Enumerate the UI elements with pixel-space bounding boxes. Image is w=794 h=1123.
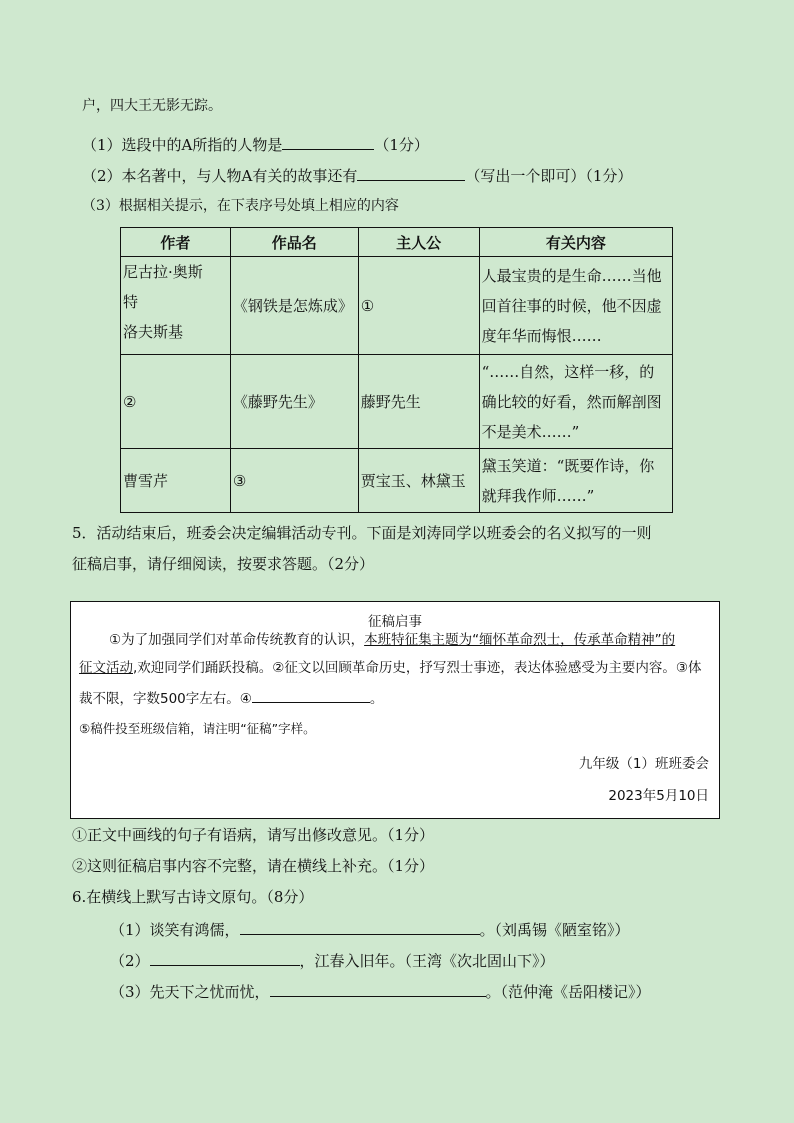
content-line: 黛玉笑道：“既要作诗，你 bbox=[481, 456, 655, 475]
answer-blank-4-1[interactable] bbox=[282, 133, 374, 150]
content-line: “……自然，这样一移，的 bbox=[481, 362, 655, 381]
content-line: 不是美术……” bbox=[481, 422, 580, 441]
content-line: 度年华而悔恨…… bbox=[481, 326, 602, 345]
poem-answer-blank-2[interactable] bbox=[150, 949, 300, 966]
content-line: 回首往事的时候，他不因虚 bbox=[481, 296, 662, 315]
question-5-sub-1: ①正文中画线的句子有语病，请写出修改意见。（1分） bbox=[72, 826, 435, 844]
notice-line-2 bbox=[79, 656, 702, 676]
question-4-2-text: （2）本名著中，与人物A有关的故事还有 bbox=[82, 167, 358, 185]
header-hero: 主人公 bbox=[358, 228, 479, 257]
question-6-item-2 bbox=[110, 949, 555, 971]
question-4-1-score: （1分） bbox=[374, 136, 429, 154]
table-row bbox=[121, 257, 673, 355]
notice-date: 2023年5月10日 bbox=[608, 788, 709, 804]
cell-work-blank-3[interactable]: ③ bbox=[230, 449, 358, 513]
notice-text: ,欢迎同学们踊跃投稿。②征文以回顾革命历史，抒写烈士事迹，表达体验感受为主要内容。③体 bbox=[133, 660, 702, 676]
header-work: 作品名 bbox=[230, 228, 358, 257]
notice-text: 。 bbox=[369, 691, 384, 707]
content-line: 就拜我作师……” bbox=[481, 486, 595, 505]
question-4-3: （3）根据相关提示，在下表序号处填上相应的内容 bbox=[82, 198, 399, 214]
notice-text: ①为了加强同学们对革命传统教育的认识， bbox=[109, 632, 365, 648]
cell-author: 曹雪芹 bbox=[121, 449, 231, 513]
header-content: 有关内容 bbox=[479, 228, 672, 257]
poem-source: 。（刘禹锡《陋室铭》） bbox=[479, 921, 630, 939]
notice-signer: 九年级（1）班班委会 bbox=[578, 756, 709, 772]
cell-content bbox=[479, 257, 672, 355]
question-6-item-1 bbox=[110, 918, 630, 940]
question-5-line-1: 5．活动结束后，班委会决定编辑活动专刊。下面是刘涛同学以班委会的名义拟写的一则 bbox=[72, 524, 652, 542]
info-table bbox=[120, 227, 673, 513]
table-header-row bbox=[121, 228, 673, 257]
author-line: 特 bbox=[123, 293, 139, 311]
cell-content bbox=[479, 355, 672, 449]
cell-author-blank-2[interactable]: ② bbox=[121, 355, 231, 449]
cell-hero: 贾宝玉、林黛玉 bbox=[358, 449, 479, 513]
author-line: 洛夫斯基 bbox=[123, 323, 184, 341]
cell-author bbox=[121, 257, 231, 355]
cell-hero: 藤野先生 bbox=[358, 355, 479, 449]
poem-source: ，江春入旧年。（王湾《次北固山下》） bbox=[299, 952, 555, 970]
poem-answer-blank-3[interactable] bbox=[270, 980, 486, 997]
content-line: 人最宝贵的是生命……当他 bbox=[481, 266, 662, 285]
cell-content bbox=[479, 449, 672, 513]
cell-hero-blank-1[interactable]: ① bbox=[358, 257, 479, 355]
intro-line: 户，四大王无影无踪。 bbox=[82, 98, 222, 114]
notice-line-3 bbox=[79, 687, 383, 707]
notice-answer-blank[interactable] bbox=[252, 689, 370, 703]
question-4-2 bbox=[82, 164, 632, 186]
cell-work: 《钢铁是怎炼成》 bbox=[230, 257, 358, 355]
question-5-sub-2: ②这则征稿启事内容不完整，请在横线上补充。（1分） bbox=[72, 857, 435, 875]
notice-title: 征稿启事 bbox=[368, 614, 422, 630]
underlined-sentence: 征文活动 bbox=[79, 660, 133, 676]
notice-text: 裁不限，字数500字左右。④ bbox=[79, 691, 252, 707]
notice-line-4: ⑤稿件投至班级信箱，请注明“征稿”字样。 bbox=[79, 721, 316, 736]
poem-source: 。（范仲淹《岳阳楼记》） bbox=[485, 983, 651, 1001]
notice-box bbox=[70, 601, 720, 819]
header-author: 作者 bbox=[121, 228, 231, 257]
poem-prompt: （3）先天下之忧而忧， bbox=[110, 983, 270, 1001]
poem-answer-blank-1[interactable] bbox=[240, 918, 480, 935]
table-row bbox=[121, 355, 673, 449]
underlined-sentence: 本班特征集主题为“缅怀革命烈士，传承革命精神”的 bbox=[364, 632, 676, 648]
question-4-1 bbox=[82, 133, 429, 155]
question-4-2-score: （写出一个即可）（1分） bbox=[465, 167, 633, 185]
question-4-1-text: （1）选段中的A所指的人物是 bbox=[82, 136, 283, 154]
author-line: 尼古拉·奥斯 bbox=[123, 263, 203, 281]
answer-blank-4-2[interactable] bbox=[357, 164, 465, 181]
content-line: 确比较的好看，然而解剖图 bbox=[481, 392, 662, 411]
cell-work: 《藤野先生》 bbox=[230, 355, 358, 449]
notice-line-1 bbox=[109, 628, 675, 648]
poem-prompt: （1）谈笑有鸿儒， bbox=[110, 921, 240, 939]
table-row bbox=[121, 449, 673, 513]
question-5-line-2: 征稿启事，请仔细阅读，按要求答题。（2分） bbox=[72, 555, 375, 573]
question-6-item-3 bbox=[110, 980, 651, 1002]
poem-prompt: （2） bbox=[110, 952, 150, 970]
question-6-title: 6.在横线上默写古诗文原句。（8分） bbox=[72, 888, 314, 906]
